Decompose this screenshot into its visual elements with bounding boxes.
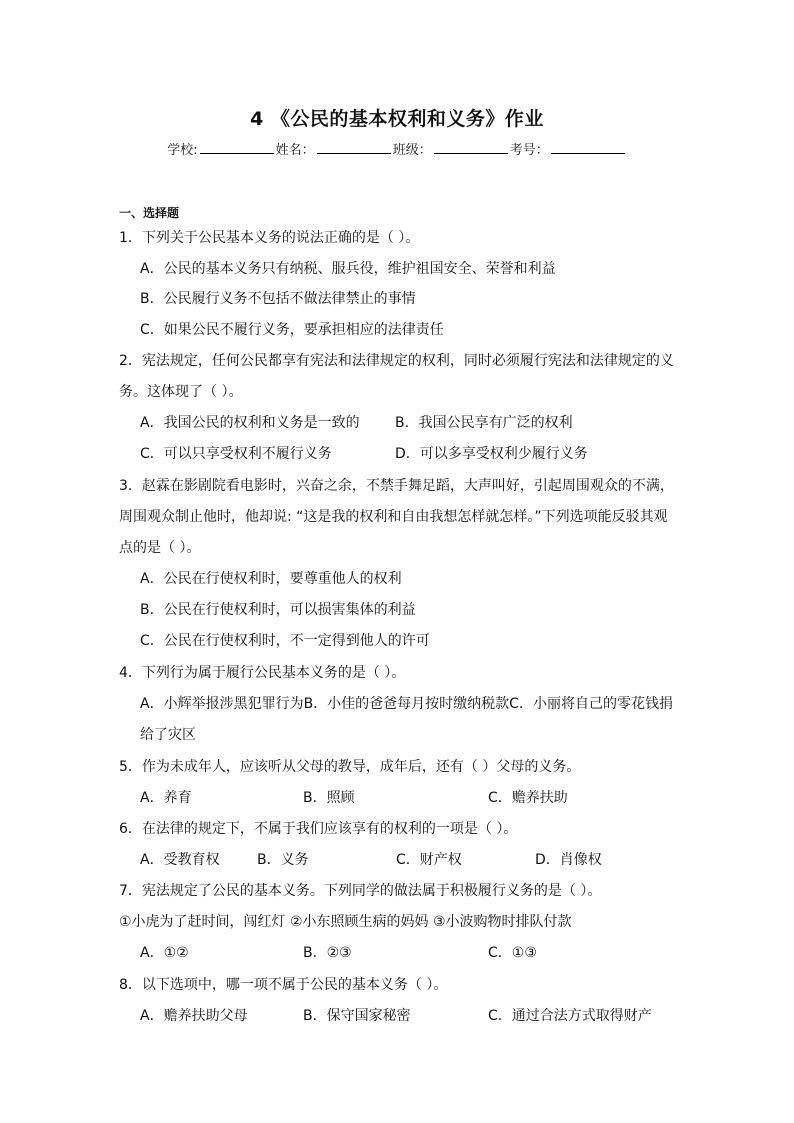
q5-option-b: B．照顾 xyxy=(303,790,355,806)
q1-option-a: A．公民的基本义务只有纳税、服兵役，维护祖国安全、荣誉和利益 xyxy=(140,261,556,277)
q2-stem-line1: 2．宪法规定，任何公民都享有宪法和法律规定的权利，同时必须履行宪法和法律规定的义 xyxy=(119,353,674,369)
q3-stem-line1: 3．赵霖在影剧院看电影时，兴奋之余，不禁手舞足蹈，大声叫好，引起周围观众的不满， xyxy=(119,478,674,494)
q7-stem: 7．宪法规定了公民的基本义务。下列同学的做法属于积极履行义务的是（ ）。 xyxy=(119,883,602,899)
q7-option-b: B．②③ xyxy=(303,945,352,961)
q1-stem: 1．下列关于公民基本义务的说法正确的是（ ）。 xyxy=(119,230,420,246)
q5-option-a: A．养育 xyxy=(140,790,192,806)
school-blank[interactable] xyxy=(200,141,274,154)
q2-option-c: C．可以只享受权利不履行义务 xyxy=(140,446,332,462)
class-label: 班级： xyxy=(392,143,432,158)
q3-option-c: C．公民在行使权利时，不一定得到他人的许可 xyxy=(140,633,430,649)
page-title: 4 《公民的基本权利和义务》作业 xyxy=(250,108,544,130)
name-blank[interactable] xyxy=(317,141,391,154)
number-blank[interactable] xyxy=(551,141,625,154)
q4-stem: 4．下列行为属于履行公民基本义务的是（ ）。 xyxy=(119,665,406,681)
q1-option-b: B．公民履行义务不包括不做法律禁止的事情 xyxy=(140,291,416,307)
q6-option-a: A．受教育权 xyxy=(140,852,220,868)
number-label: 考号： xyxy=(509,143,549,158)
q3-option-b: B．公民在行使权利时，可以损害集体的利益 xyxy=(140,602,416,618)
name-label: 姓名： xyxy=(275,143,315,158)
q8-option-b: B．保守国家秘密 xyxy=(303,1008,411,1024)
q8-option-a: A．赡养扶助父母 xyxy=(140,1008,248,1024)
q2-stem-line2: 务。这体现了（ ）。 xyxy=(119,384,243,400)
q4-options: A．小辉举报涉黑犯罪行为B．小佳的爸爸每月按时缴纳税款C．小丽将自己的零花钱捐 xyxy=(140,696,673,712)
q7-items: ①小虎为了赶时间，闯红灯 ②小东照顾生病的妈妈 ③小波购物时排队付款 xyxy=(119,914,572,930)
q7-option-a: A．①② xyxy=(140,945,189,961)
q2-option-a: A．我国公民的权利和义务是一致的 xyxy=(140,415,360,431)
q5-option-c: C．赡养扶助 xyxy=(488,790,568,806)
q4-options-cont: 给了灾区 xyxy=(140,727,196,743)
q6-option-b: B．义务 xyxy=(257,852,309,868)
q6-option-c: C．财产权 xyxy=(396,852,462,868)
q2-option-b: B．我国公民享有广泛的权利 xyxy=(395,415,573,431)
section-title: 一、选择题 xyxy=(119,206,180,220)
q1-option-c: C．如果公民不履行义务，要承担相应的法律责任 xyxy=(140,322,444,338)
q3-stem-line3: 点的是（ ）。 xyxy=(119,540,201,556)
q8-stem: 8．以下选项中，哪一项不属于公民的基本义务（ ）。 xyxy=(119,977,448,993)
q8-option-c: C．通过合法方式取得财产 xyxy=(488,1008,652,1024)
q6-stem: 6．在法律的规定下，不属于我们应该享有的权利的一项是（ ）。 xyxy=(119,821,518,837)
q3-stem-line2: 周围观众制止他时，他却说: “这是我的权利和自由我想怎样就怎样。”下列选项能反驳其观 xyxy=(119,509,668,525)
q5-stem: 5．作为未成年人，应该听从父母的教导，成年后，还有（ ）父母的义务。 xyxy=(119,759,581,775)
student-info-line xyxy=(0,139,794,158)
q3-option-a: A．公民在行使权利时，要尊重他人的权利 xyxy=(140,571,402,587)
school-label: 学校: xyxy=(167,143,198,158)
class-blank[interactable] xyxy=(434,141,508,154)
q6-option-d: D．肖像权 xyxy=(535,852,602,868)
q7-option-c: C．①③ xyxy=(488,945,537,961)
q2-option-d: D．可以多享受权利少履行义务 xyxy=(395,446,588,462)
